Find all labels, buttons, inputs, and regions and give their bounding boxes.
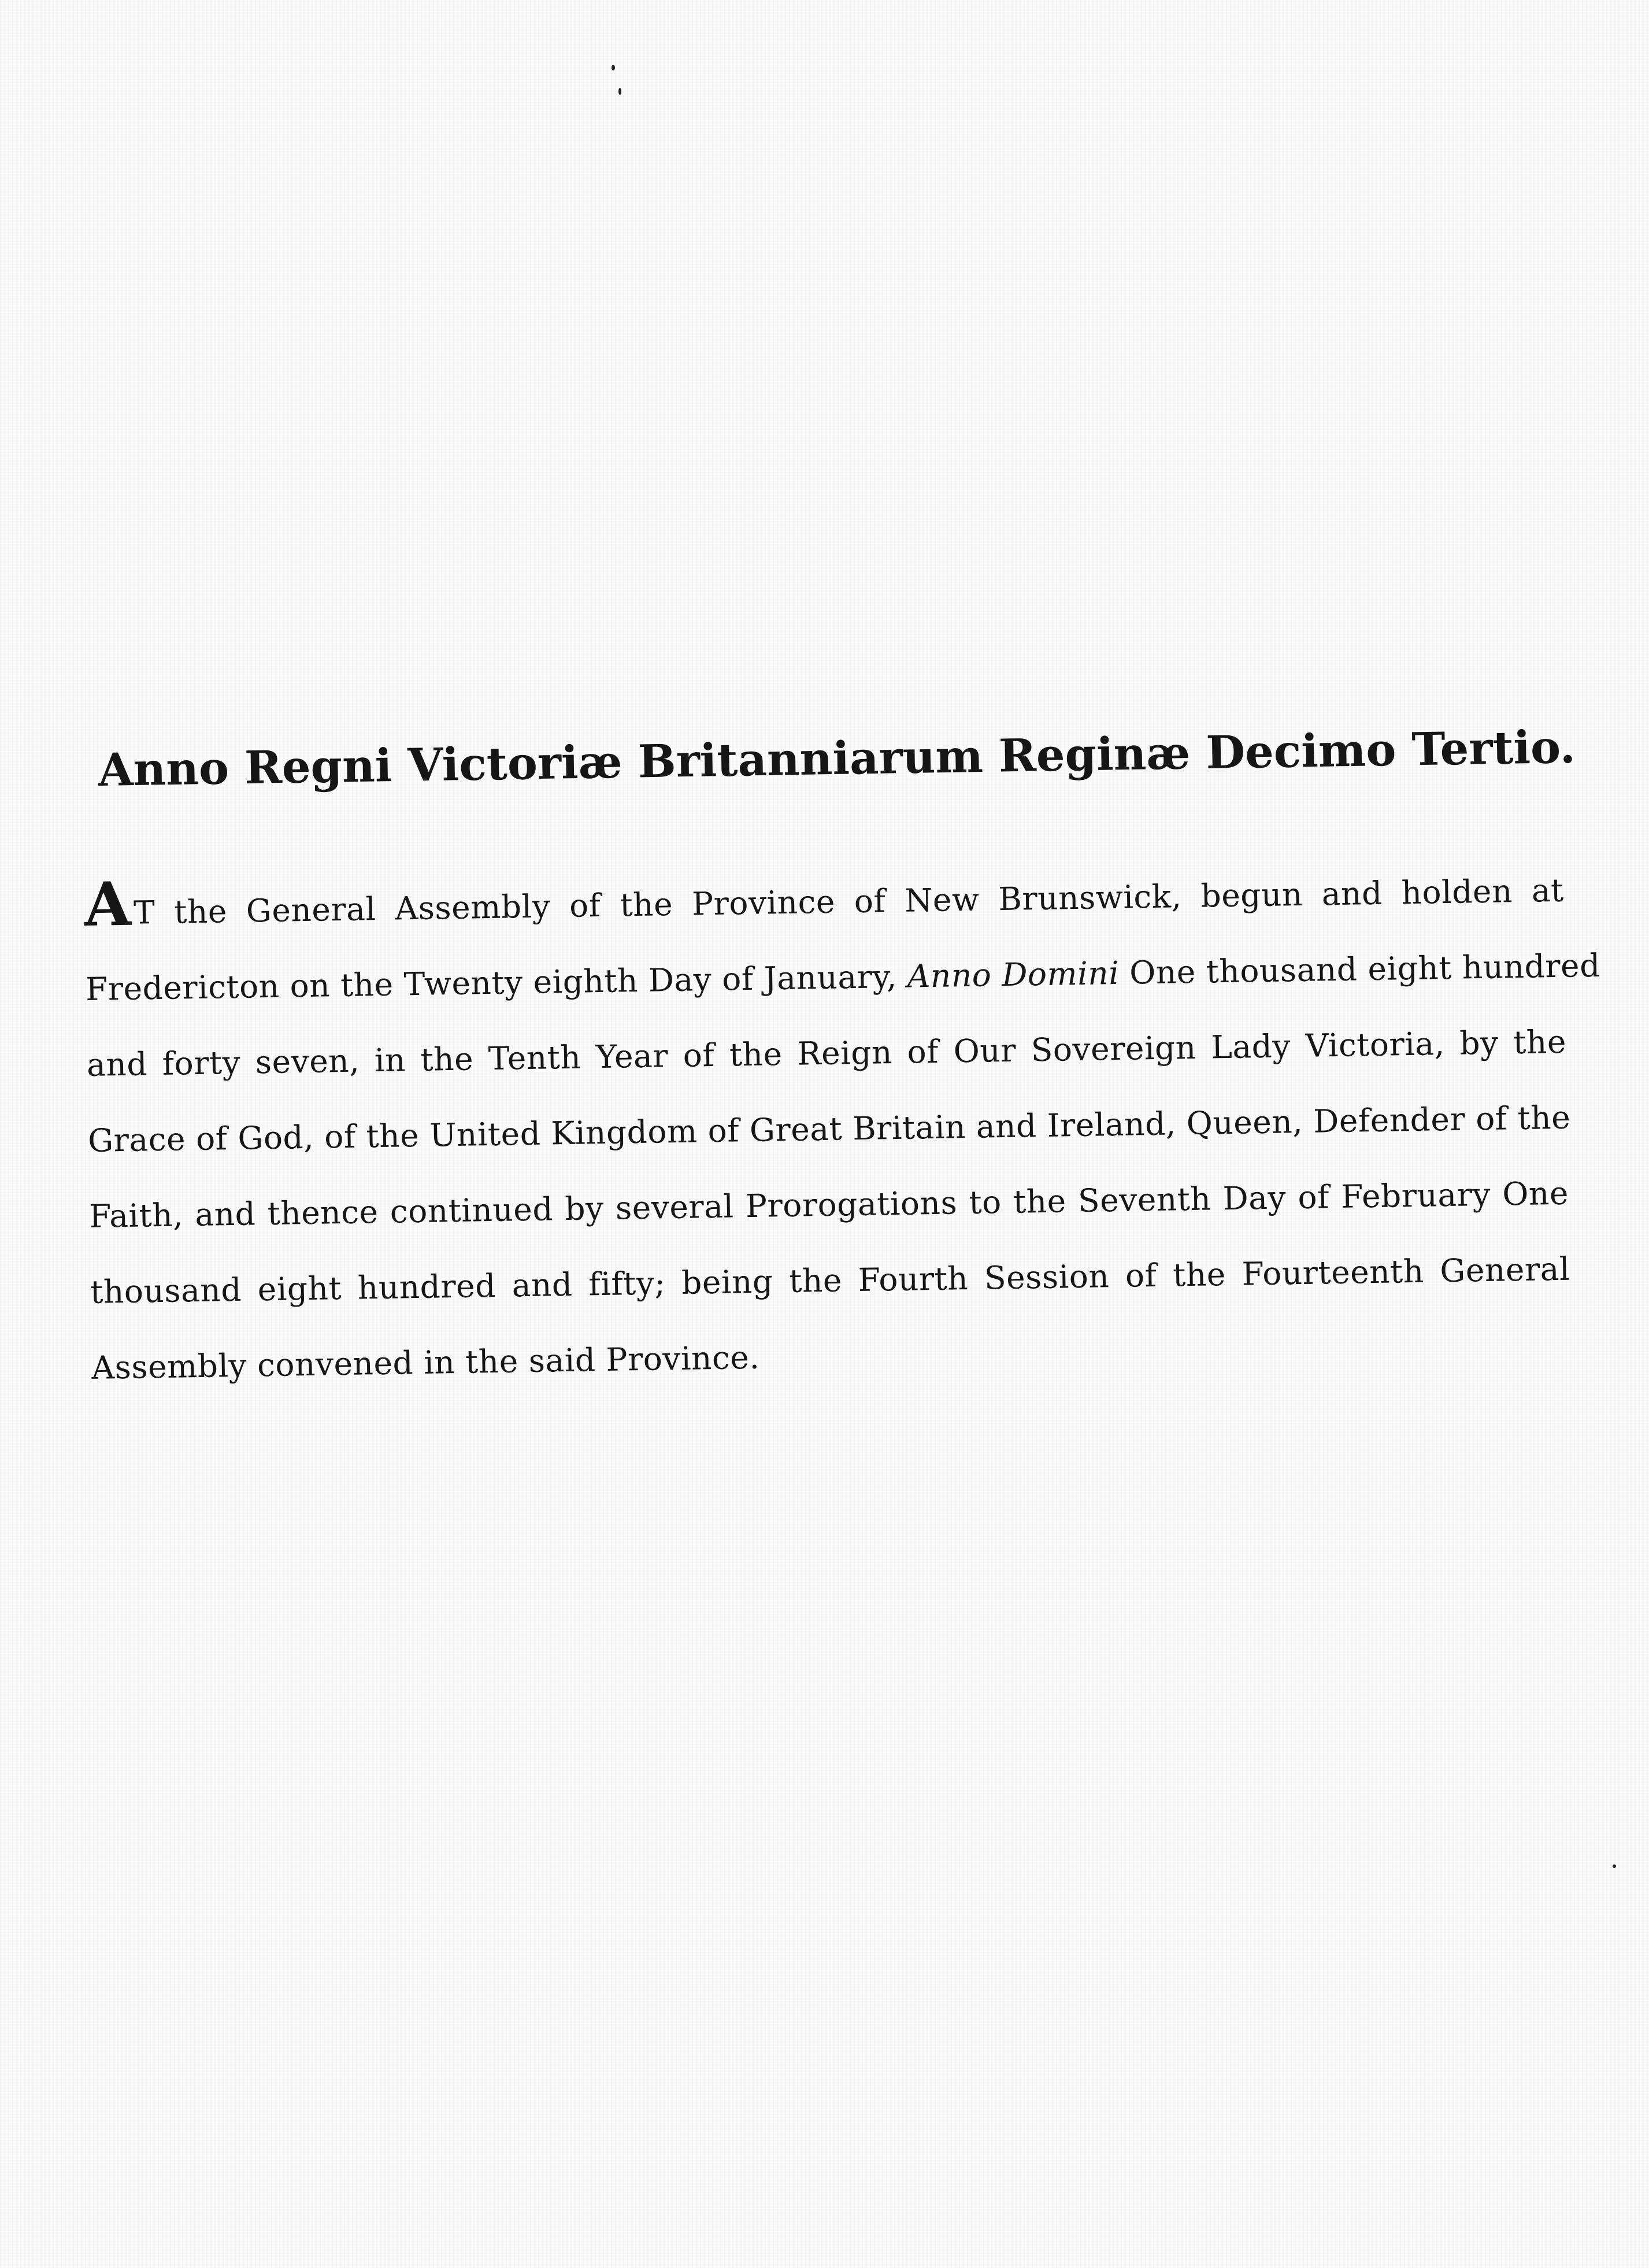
document-body xyxy=(83,853,1601,1406)
body-line-text: Grace of God, of the United Kingdom of Great Britain and Ireland, Queen, Defender of the xyxy=(87,1098,1571,1159)
body-line-text: T the General Assembly of the Province of New Brunswick, begun and holden at xyxy=(133,871,1565,931)
body-line-italic-text: Anno Domini xyxy=(907,954,1120,995)
document-title: Anno Regni Victoriæ Britanniarum Reginæ Decimo Tertio. xyxy=(98,720,1576,797)
body-line-text: One thousand eight hundred xyxy=(1118,946,1601,991)
ink-speck xyxy=(1613,1864,1616,1868)
body-line-text: and forty seven, in the Tenth Year of the Reign of Our Sovereign Lady Victoria, by the xyxy=(86,1023,1567,1083)
drop-cap: A xyxy=(83,868,132,940)
ink-speck xyxy=(618,88,621,95)
body-line-text: thousand eight hundred and fifty; being the Fourth Session of the Fourteenth General xyxy=(90,1250,1570,1311)
body-line-text: Faith, and thence continued by several Prorogations to the Seventh Day of February One xyxy=(88,1174,1569,1235)
ink-speck xyxy=(612,65,615,71)
body-line-text: Fredericton on the Twenty eighth Day of January, xyxy=(85,957,908,1008)
body-line-text: Assembly convened in the said Province. xyxy=(91,1338,760,1386)
